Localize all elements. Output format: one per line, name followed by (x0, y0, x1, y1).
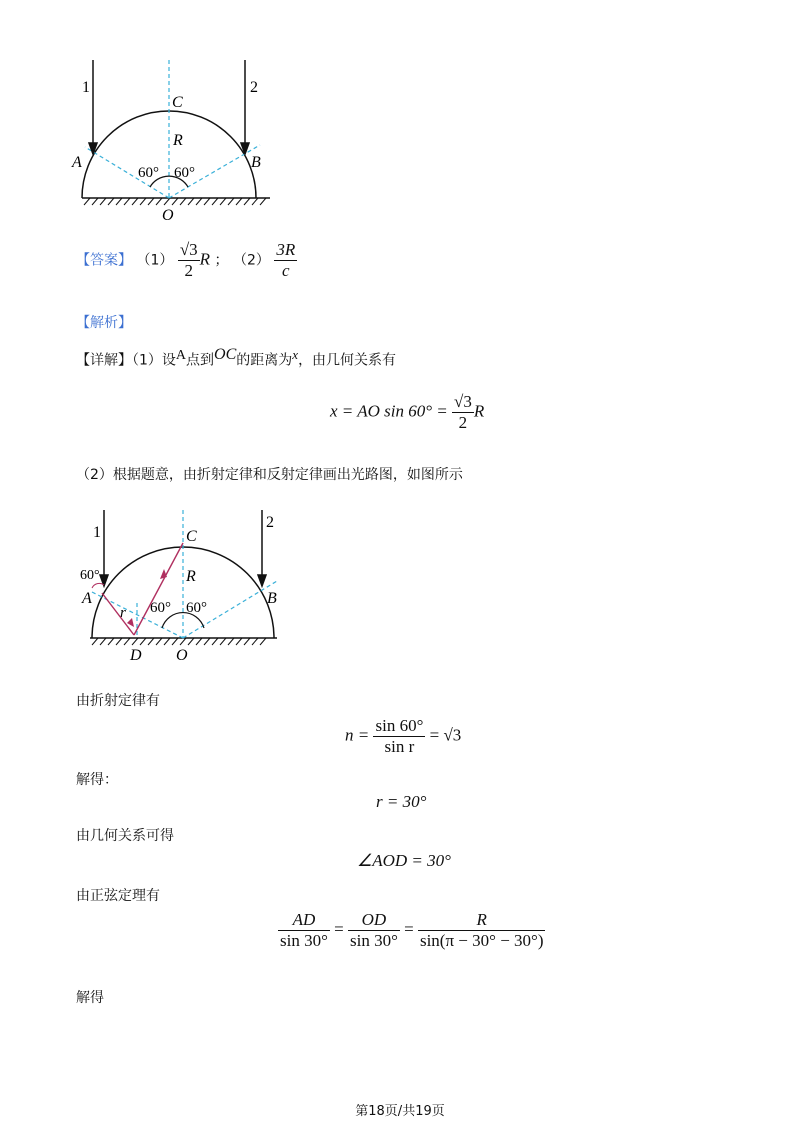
eq1-lhs: x = AO sin 60° = (330, 401, 452, 421)
detail-text-1: （1）设 (132, 352, 176, 369)
refraction-law-text: 由折射定律有 (76, 693, 160, 709)
point-b-label: B (267, 590, 277, 607)
point-d-label: D (130, 647, 142, 664)
eq5-f2-denominator: sin 30° (349, 931, 398, 950)
detail-text-2: 点到 (186, 352, 215, 369)
point-o-label: O (162, 207, 174, 224)
eq5-f2-numerator: OD (348, 910, 400, 931)
radius-r-label: R (186, 568, 196, 585)
incident-angle-arc (92, 583, 104, 588)
point-b-label: B (251, 154, 261, 171)
point-a-label: A (82, 590, 92, 607)
answer-label: 【答案】 (76, 252, 132, 269)
answer-line (76, 240, 297, 281)
geometry-text: 由几何关系可得 (76, 828, 174, 844)
eq5-fraction-1 (278, 910, 330, 951)
detail-text-4: ，由几何关系有 (298, 352, 397, 369)
eq5-fraction-2 (348, 910, 400, 951)
path-arrow-1 (127, 618, 134, 627)
eq5-f3-denominator: sin(π − 30° − 30°) (419, 931, 544, 950)
answer2-fraction (274, 240, 297, 281)
analysis-label: 【解析】 (76, 315, 132, 331)
eq2-lhs: n = (345, 725, 374, 745)
answer2-denominator: c (282, 261, 290, 280)
ray-2-label: 2 (250, 79, 258, 96)
answer-part2: （2） (232, 252, 270, 269)
detail-label: 【详解】 (76, 352, 132, 369)
page-footer: 第18页/共19页 (355, 1104, 445, 1119)
answer-part1: （1） (136, 252, 174, 269)
figure-1-semicircle-diagram (70, 55, 280, 225)
eq5-equals-2: = (399, 919, 418, 939)
angle-left-label: 60° (150, 600, 171, 616)
figure-2-light-path-diagram (72, 505, 292, 670)
detail-point-a: A (175, 348, 187, 363)
detail-variable-x: x (292, 347, 299, 362)
equation-4: ∠AOD = 30° (357, 851, 451, 870)
eq2-fraction (373, 716, 425, 757)
answer1-numerator: √3 (179, 240, 198, 259)
eq5-fraction-3 (418, 910, 546, 951)
answer1-denominator: 2 (184, 261, 193, 280)
eq1-fraction (452, 392, 474, 433)
sine-law-text: 由正弦定理有 (76, 888, 160, 904)
eq1-numerator: √3 (453, 392, 472, 411)
eq5-f1-numerator: AD (278, 910, 330, 931)
angle-right-label: 60° (174, 165, 195, 181)
ground-hatching (92, 638, 266, 645)
incident-angle-label: 60° (80, 568, 100, 583)
solve-text-1: 解得： (76, 772, 118, 788)
eq5-equals-1: = (329, 919, 348, 939)
point-a-label: A (72, 154, 82, 171)
equation-3: r = 30° (376, 792, 427, 811)
dashed-normals (85, 60, 260, 198)
point-o-label: O (176, 647, 188, 664)
equation-1 (330, 392, 484, 433)
ray-1-label: 1 (93, 524, 101, 541)
eq2-numerator: sin 60° (375, 716, 424, 735)
eq2-rhs: = √3 (425, 725, 462, 745)
angle-right-label: 60° (186, 600, 207, 616)
equation-5 (278, 910, 545, 951)
radius-r-label: R (173, 132, 183, 149)
answer2-numerator: 3R (276, 240, 296, 259)
ray-2-label: 2 (266, 514, 274, 531)
answer1-variable: R (199, 249, 211, 269)
eq5-f3-numerator: R (418, 910, 546, 931)
detail-line (76, 346, 396, 370)
point-c-label: C (172, 94, 183, 111)
ray-1-label: 1 (82, 79, 90, 96)
eq2-denominator: sin r (384, 737, 415, 756)
solve-text-2: 解得 (76, 990, 104, 1006)
step-2-text: （2）根据题意，由折射定律和反射定律画出光路图，如图所示 (76, 467, 463, 483)
angle-left-label: 60° (138, 165, 159, 181)
answer1-fraction (178, 240, 200, 281)
eq5-f1-denominator: sin 30° (280, 931, 328, 950)
ground-hatching (84, 198, 266, 205)
equation-2 (345, 716, 461, 757)
detail-segment-oc: OC (214, 346, 237, 363)
eq1-variable: R (473, 401, 485, 421)
answer-separator: ； (214, 252, 229, 269)
eq1-denominator: 2 (458, 413, 468, 432)
refraction-angle-r-label: r (120, 605, 126, 621)
detail-text-3: 的距离为 (236, 352, 293, 369)
point-c-label: C (186, 528, 197, 545)
